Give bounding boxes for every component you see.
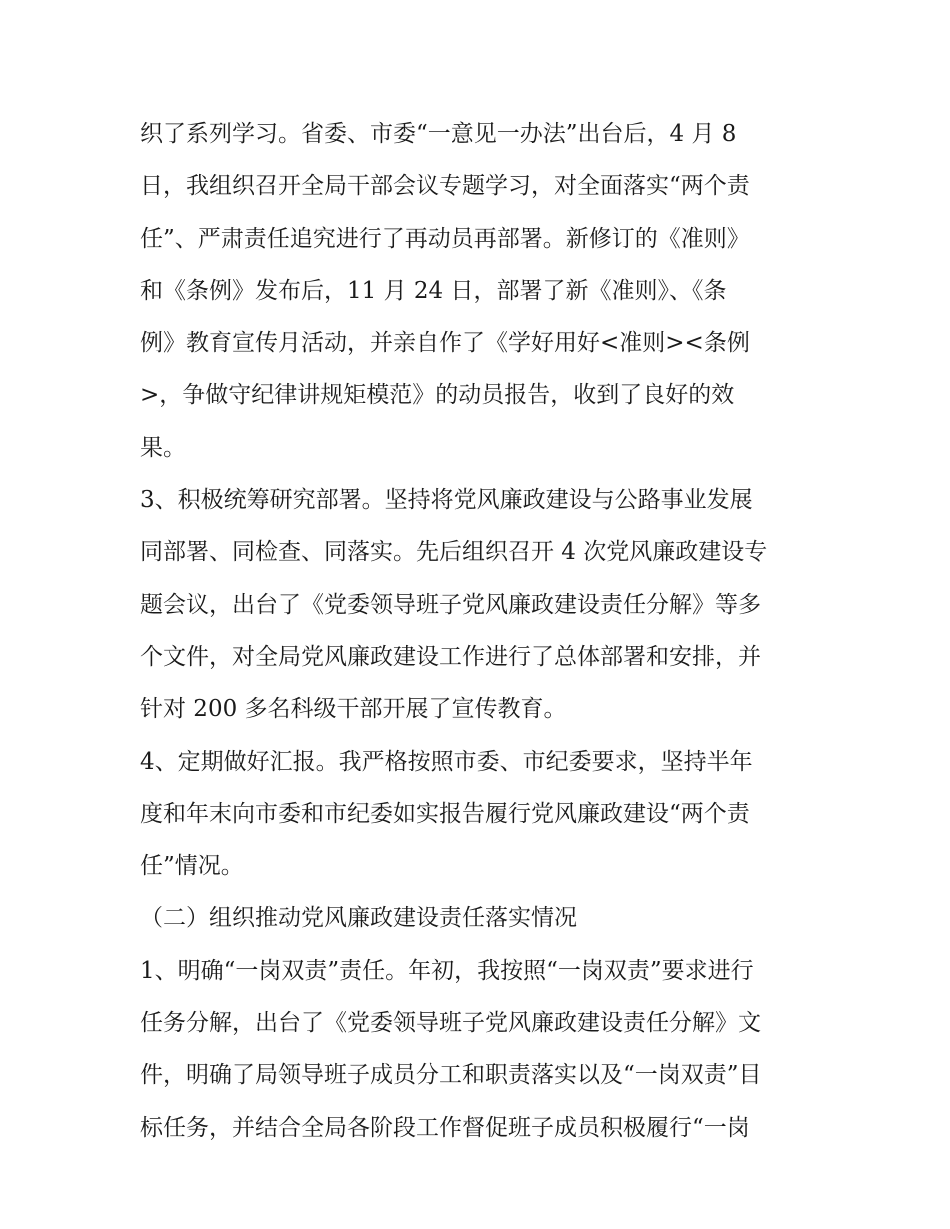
text-line: 3、积极统筹研究部署。坚持将党风廉政建设与公路事业发展 xyxy=(140,487,753,514)
text-line: 题会议，出台了《党委领导班子党风廉政建设责任分解》等多 xyxy=(140,591,761,618)
text-line: 日，我组织召开全局干部会议专题学习，对全面落实“两个责 xyxy=(140,173,750,200)
text-line: 任”情况。 xyxy=(140,853,244,880)
section-heading: （二）组织推动党风廉政建设责任落实情况 xyxy=(140,905,577,932)
text-line: 同部署、同检查、同落实。先后组织召开 4 次党风廉政建设专 xyxy=(140,539,768,566)
text-line: 织了系列学习。省委、市委“一意见一办法”出台后，4 月 8 xyxy=(140,121,737,147)
text-line: >，争做守纪律讲规矩模范》的动员报告，收到了良好的效 xyxy=(140,382,735,409)
text-line: 4、定期做好汇报。我严格按照市委、市纪委要求，坚持半年 xyxy=(140,748,753,775)
text-line: 任”、严肃责任追究进行了再动员再部署。新修订的《准则》 xyxy=(140,225,750,252)
text-line: 和《条例》发布后，11 月 24 日，部署了新《准则》、《条 xyxy=(140,277,727,304)
text-line: 果。 xyxy=(140,434,186,461)
text-line: 件，明确了局领导班子成员分工和职责落实以及“一岗双责”目 xyxy=(140,1062,762,1089)
text-line: 例》教育宣传月活动，并亲自作了《学好用好<准则><条例 xyxy=(140,330,750,357)
text-line: 任务分解，出台了《党委领导班子党风廉政建设责任分解》文 xyxy=(140,1010,761,1037)
text-line: 标任务，并结合全局各阶段工作督促班子成员积极履行“一岗 xyxy=(140,1114,750,1141)
text-line: 针对 200 多名科级干部开展了宣传教育。 xyxy=(140,696,567,723)
text-line: 个文件，对全局党风廉政建设工作进行了总体部署和安排，并 xyxy=(140,643,761,670)
text-line: 1、明确“一岗双责”责任。年初，我按照“一岗双责”要求进行 xyxy=(140,957,754,984)
document-body xyxy=(140,108,820,1154)
text-line: 度和年末向市委和市纪委如实报告履行党风廉政建设“两个责 xyxy=(140,800,750,827)
